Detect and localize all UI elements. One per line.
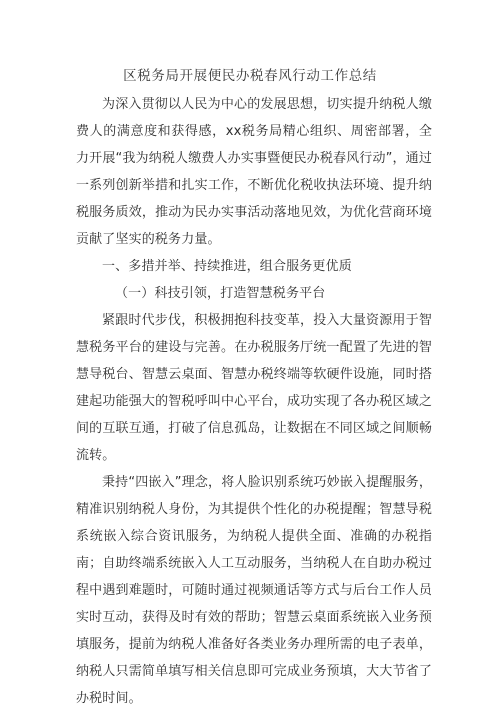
intro-paragraph: 为深入贯彻以人民为中心的发展思想，切实提升纳税人缴费人的满意度和获得感，xx税务局精心组织、周密部署，全力开展“我为纳税人缴费人办实事暨便民办税春风行动”，通过一系列创新举措和扎实工作，不断优化税收执法环境、提升纳税服务质效，推动为民办实事活动落地见效，为优化营商环境贡献了坚实的税务力量。 <box>76 97 432 247</box>
body-paragraph: 秉持“四嵌入”理念，将人脸识别系统巧妙嵌入提醒服务，精准识别纳税人身份，为其提供个性化的办税提醒；智慧导税系统嵌入综合资讯服务，为纳税人提供全面、准确的办税指南；自助终端系统嵌入人工互动服务，当纳税人在自助办税过程中遇到难题时，可随时通过视频通话等方式与后台工作人员实时互动，获得及时有效的帮助；智慧云桌面系统嵌入业务预填服务，提前为纳税人准备好各类业务办理所需的电子表单，纳税人只需简单填写相关信息即可完成业务预填，大大节省了办税时间。 <box>76 475 432 706</box>
document-body <box>76 91 432 712</box>
section-heading: 一、多措并举、持续推进，组合服务更优质 <box>102 259 352 274</box>
subsection-heading: （一）科技引领，打造智慧税务平台 <box>115 286 326 301</box>
document-title: 区税务局开展便民办税春风行动工作总结 <box>123 68 377 84</box>
body-paragraph: 紧跟时代步伐，积极拥抱科技变革，投入大量资源用于智慧税务平台的建设与完善。在办税服务厅统一配置了先进的智慧导税台、智慧云桌面、智慧办税终端等软硬件设施，同时搭建起功能强大的智税呼叫中心平台，成功实现了各办税区域之间的互联互通，打破了信息孤岛，让数据在不同区域之间顺畅流转。 <box>76 313 432 463</box>
